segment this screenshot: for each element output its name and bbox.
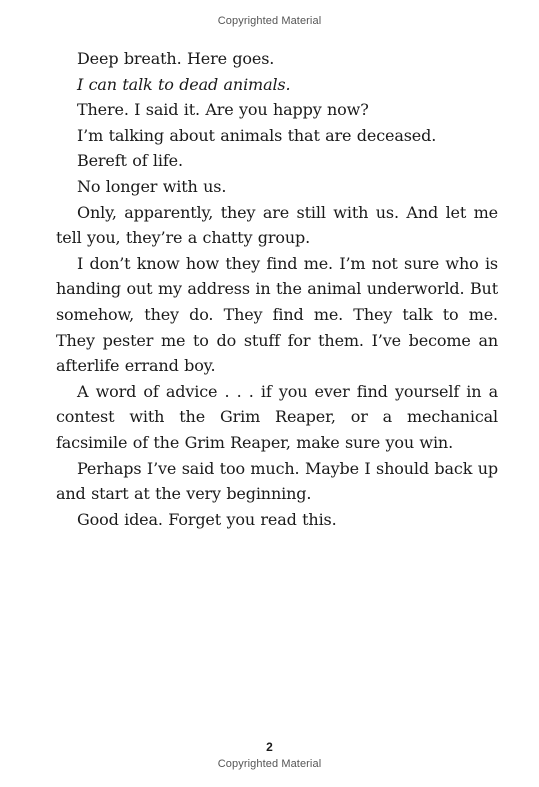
paragraph: I can talk to dead animals. [77, 74, 291, 94]
paragraph: No longer with us. [77, 176, 227, 196]
copyright-watermark-top: Copyrighted Material [217, 15, 322, 27]
paragraph: Only, apparently, they are still with us. And let me tell you, they’re a chatty group. [56, 202, 498, 248]
paragraph: I’m talking about animals that are deceased. [77, 125, 437, 145]
page-body [56, 46, 498, 532]
paragraph: Deep breath. Here goes. [77, 49, 275, 68]
paragraph: Good idea. Forget you read this. [77, 509, 337, 529]
paragraph: Bereft of life. [77, 151, 183, 171]
paragraph: A word of advice . . . if you ever find yourself in a contest with the Grim Reaper, or a mechanical facsimile of the Grim Reaper, make sure you win. [56, 381, 498, 452]
copyright-watermark-bottom: Copyrighted Material [217, 758, 322, 770]
paragraph: There. I said it. Are you happy now? [77, 100, 369, 120]
page-number: 2 [266, 740, 273, 754]
paragraph: Perhaps I’ve said too much. Maybe I should back up and start at the very beginning. [56, 458, 498, 504]
paragraph: I don’t know how they find me. I’m not sure who is handing out my address in the animal underworld. But somehow, they do. They find me. They talk to me. They pester me to do stuff for them. I’ve become an afterlife errand boy. [56, 253, 498, 376]
